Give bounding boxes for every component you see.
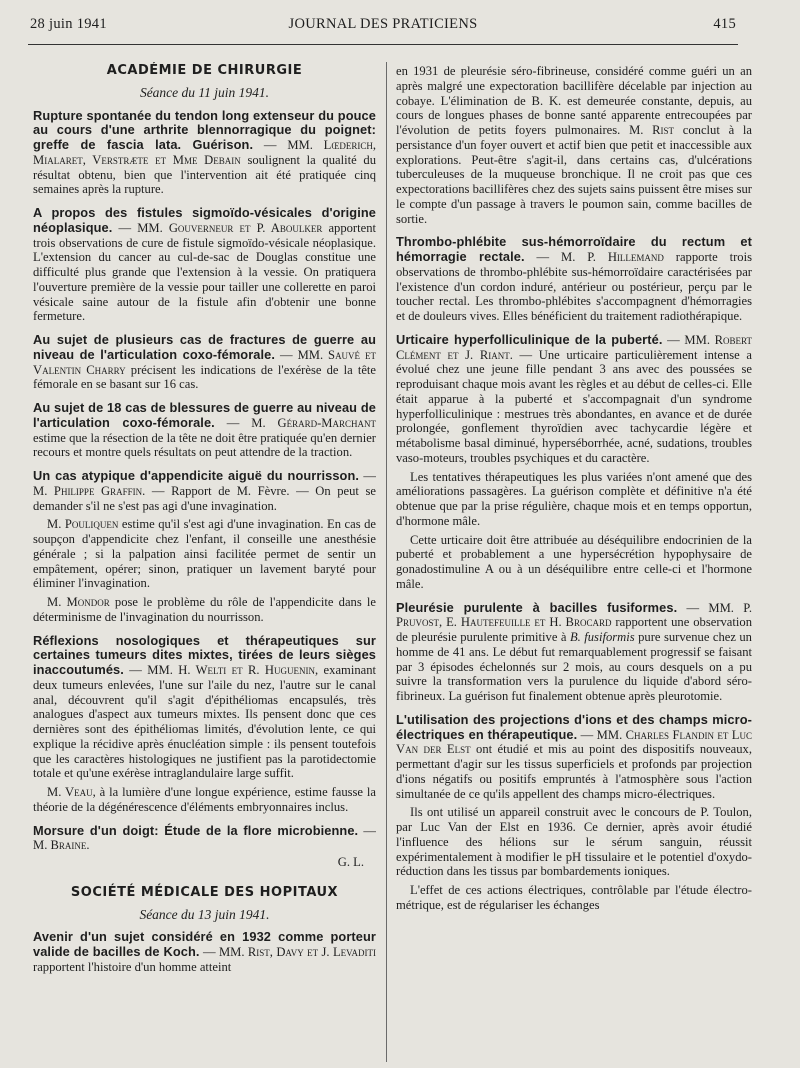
entry-fistules: A propos des fistules sigmoïdo-vésicales d'origine néoplasique. — MM. Gouverneur et P. Aboulker apportent trois observations de cure de fistule sigmoïdo-vésicale néoplasique. L'extension du cancer au cul-de-sac de Douglas constitue une difficulté plus grande que l'extension à la vessie. On pratiquera l'ouverture première de la vessie pour tailler une collerette en paroi vésicale saine autour de la fistule afin d'obtenir une bonne fermeture. bbox=[33, 205, 376, 324]
entry-body: Une urticaire particulièrement intense a évolué chez une jeune fille pendant 3 ans avec des poussées se reproduisant chaque mois avant les règles et au début de celles-ci. Elle était apparue à la puberté et s'accompagnait d'un syndrome hyperfolliculinique : mestrues très abondantes, en avance et de durée prolongée, gonflement thyroïdien avec tachycardie légère et métabolisme basal diminué, hyperséborrhée, acné, sudations, troubles vaso-moteurs, troubles psychiques et du caractère. bbox=[396, 347, 752, 465]
left-column bbox=[33, 62, 376, 1062]
italic-species: B. fusiformis bbox=[569, 630, 635, 644]
paragraph-utilisation-2: Ils ont utilisé un appareil construit avec le concours de P. Toulon, par Luc Van der Elst en 1936. Ce dernier, après avoir étudié l'influence des hélions sur le sérum sanguin, réussit expérimentalement à modifier le pH tissulaire et le potentiel d'oxydo-réduction dans les tissus par bombardements ioniques. bbox=[396, 805, 752, 879]
entry-reflexions: Réflexions nosologiques et thérapeutiques sur certaines tumeurs dites mixtes, tirées de leurs sièges inaccoutumés. — MM. H. Welti et R. Huguenin, examinant deux tumeurs enlevées, l'une sur l'aile du nez, l'autre sur le canal anal, découvrent qu'il s'agit d'épithéliomas encapsulés, très analogues d'aspect aux tumeurs mixtes. Ils pensent donc que ces dernières sont des épithéliomas limités, d'évolution lente, ce qui explique la récidive après énucléation simple : ils pensent toutefois que les caractères histologiques ne justifient pas la parotidectomie totale et qu'une exérèse intraglandulaire large suffit. bbox=[33, 632, 376, 781]
entry-morsure: Morsure d'un doigt: Étude de la flore microbienne. — M. Braine. bbox=[33, 822, 376, 853]
entry-authors: MM. Rist, Davy et J. Levaditi bbox=[218, 945, 376, 959]
entry-title: Thrombo-phlébite sus-hémorroïdaire du rectum et hémorragie rectale. bbox=[396, 234, 752, 264]
paragraph-continuation bbox=[396, 64, 752, 226]
entry-title: A propos des fistules sigmoïdo-vésicales d'origine néoplasique. bbox=[33, 205, 376, 235]
paragraph-body: pose le problème du rôle de l'appendicite dans le déterminisme de l'invagination du nourrisson. bbox=[33, 595, 376, 624]
entry-appendicite: Un cas atypique d'appendicite aiguë du nourrisson. — M. Philippe Graffin. — Rapport de M. Fèvre. — On peut se demander s'il ne s'est pas agi d'une invagination. bbox=[33, 468, 376, 513]
entry-urticaire: Urticaire hyperfolliculinique de la puberté. — MM. Robert Clément et J. Riant. — Une urticaire particulièrement intense a évolué chez une jeune fille pendant 3 ans avec des poussées se reproduisant chaque mois avant les règles et au début de celles-ci. Elle était apparue à la puberté et s'accompagnait d'un syndrome hyperfolliculinique : mestrues très abondantes, en avance et de durée prolongée, gonflement thyroïdien avec tachycardie légère et métabolisme basal diminué, hyperséborrhée, acné, sudations, troubles vaso-moteurs, troubles psychiques et du caractère. bbox=[396, 331, 752, 465]
entry-body: ont étudié et mis au point des dispositifs nouveaux, permettant d'agir sur les tissus superficiels et profonds par projection d'ions négatifs ou positifs empruntés à l'atmosphère sous l'action simultanée de ce qu'ils appellent des champs micro-électriques. bbox=[396, 742, 752, 801]
entry-authors: MM. H. Welti et R. Huguenin bbox=[147, 663, 316, 677]
entry-authors: M. P. Hillemand bbox=[561, 250, 664, 264]
entry-body: précisent les indications de l'exérèse de la tête fémorale en se basant sur 16 cas. bbox=[33, 362, 376, 392]
entry-title: Avenir d'un sujet considéré en 1932 comme porteur valide de bacilles de Koch. bbox=[33, 929, 376, 959]
paragraph-veau bbox=[33, 785, 376, 815]
entry-utilisation: L'utilisation des projections d'ions et des champs micro-électriques en thérapeutique. — MM. Charles Flandin et Luc Van der Elst ont étudié et mis au point des dispositifs nouveaux, permettant d'agir sur les tissus superficiels et profonds par projection d'ions négatifs ou positifs empruntés à l'atmosphère sous l'action simultanée de ce qu'ils appellent des champs micro-électriques. bbox=[396, 711, 752, 801]
page-number: 415 bbox=[713, 16, 736, 32]
entry-authors: M. Gérard-Marchant bbox=[251, 415, 376, 430]
entry-body: rapportent l'histoire d'un homme atteint bbox=[33, 959, 232, 974]
column-divider bbox=[386, 62, 387, 1062]
entry-fractures: Au sujet de plusieurs cas de fractures de guerre au niveau de l'articulation coxo-fémorale. — MM. Sauvé et Valentin Charry précisent les indications de l'exérèse de la tête fémorale en se basant sur 16 cas. bbox=[33, 332, 376, 392]
signature: G. L. bbox=[337, 855, 364, 869]
entry-body: , examinant deux tumeurs enlevées, l'une sur l'aile du nez, l'autre sur le canal anal, découvrent qu'il s'agit d'épithéliomas encapsulés, très analogues d'aspect aux tumeurs mixtes. Ils pensent donc que ces dernières sont des épithéliomas limités, d'évolution lente, ce qui explique la récidive après énucléation simple : ils pensent toutefois que les caractères histologiques ne justifient pas la parotidectomie totale et qu'une exérèse intraglandulaire large suffit. bbox=[33, 663, 376, 781]
entry-thrombo: Thrombo-phlébite sus-hémorroïdaire du rectum et hémorragie rectale. — M. P. Hillemand rapporte trois observations de thrombo-phlébite sus-hémorroïdaire caractérisées par l'existence d'un cordon induré, antérieur ou postérieur, perçu par le toucher rectal. Les thrombo-phlébites s'accompagnent d'hémorragies et de douleurs vives. Elles bénéficient du traitement radiothérapique. bbox=[396, 234, 752, 323]
author-pouliquen: M. Pouliquen bbox=[47, 517, 119, 532]
paragraph-body: conclut à la persistance d'un foyer ouvert et actif bien que petit et inaccessible aux explorations. Peut-être s'agit-il, dans certains cas, d'ulcérations tuberculeuses de la muqueuse bronchique. Il ne croit pas que ces expectorations bacillifères chez des sujets sains puissent être mises sur le compte d'un passage à travers le poumon sain, comme bacilles de sortie. bbox=[396, 123, 752, 226]
entry-title: Rupture spontanée du tendon long extenseur du pouce au cours d'une arthrite blennorragique du poignet: greffe de fascia lata. Guérison. bbox=[33, 107, 376, 152]
entry-title: Réflexions nosologiques et thérapeutiques sur certaines tumeurs dites mixtes, tirées de leurs sièges inaccoutumés. bbox=[33, 632, 376, 677]
entry-authors: MM. Gouverneur et P. Aboulker bbox=[137, 220, 323, 235]
author-veau: M. Veau bbox=[47, 785, 93, 799]
entry-title: Au sujet de 18 cas de blessures de guerre au niveau de l'articulation coxo-fémorale. bbox=[33, 400, 376, 430]
entry-avenir: Avenir d'un sujet considéré en 1932 comme porteur valide de bacilles de Koch. — MM. Rist, Davy et J. Levaditi rapportent l'histoire d'un homme atteint bbox=[33, 929, 376, 974]
section-title-societe: SOCIÉTÉ MÉDICALE DES HOPITAUX bbox=[70, 884, 339, 900]
entry-body: apportent trois observations de cure de fistule sigmoïdo-vésicale néoplasique. L'extension du cancer au cul-de-sac de Douglas constitue une difficulté plus grande que l'extension à la vessie. On pratiquera l'ouverture première de la vessie pour tailler une collerette en paroi vésicale saine autour de la fistule afin d'obtenir une bonne fermeture. bbox=[33, 220, 376, 324]
paragraph-body: estime qu'il s'est agi d'une invagination. En cas de soupçon d'appendicite chez l'enfant, il conseille une anesthésie générale ; si la palpation ainsi facilitée permet de sentir un empâtement, opérer; sinon, pratiquer un lavement baryté pour éliminer l'invagination. bbox=[33, 517, 376, 591]
header-date: 28 juin 1941 bbox=[30, 16, 107, 32]
paragraph-utilisation-3: L'effet de ces actions électriques, contrôlable par l'étude électro-métrique, est de régulariser les échanges bbox=[396, 883, 752, 912]
entry-title: Au sujet de plusieurs cas de fractures de guerre au niveau de l'articulation coxo-fémorale. bbox=[33, 332, 376, 362]
entry-rupture: Rupture spontanée du tendon long extenseur du pouce au cours d'une arthrite blennorragique du poignet: greffe de fascia lata. Guérison. — MM. Lœderich, Mialaret, Verstræte et Mme Debain soulignent la qualité du résultat obtenu, bien que l'intervention ait été pratiquée cinq semaines après la rupture. bbox=[33, 107, 376, 197]
entry-title: L'utilisation des projections d'ions et des champs micro-électriques en thérapeutique. bbox=[396, 711, 752, 742]
paragraph-urticaire-2: Les tentatives thérapeutiques les plus variées n'ont amené que des améliorations passagères. La guérison complète et définitive n'a été obtenue que par la prise régulière, chaque mois et en temps opportun, d'hormone mâle. bbox=[396, 469, 752, 528]
section-title-academie: ACADÉMIE DE CHIRURGIE bbox=[106, 63, 303, 78]
entry-authors: MM. Sauvé et Valentin Charry bbox=[33, 347, 376, 377]
entry-authors: M. Braine. bbox=[33, 838, 90, 853]
author-mondor: M. Mondor bbox=[47, 595, 110, 609]
paragraph-body: en 1931 de pleurésie séro-fibrineuse, considéré comme guéri un an après malgré une expectoration bacillifère décelable par injection au cobaye. L'élimination de B. K. est demeurée constante, depuis, au cours de longues phases de bonne santé apparente entrecoupées par l'évolution de petits foyers pulmonaires. bbox=[396, 64, 752, 137]
header-rule bbox=[28, 44, 738, 45]
paragraph-mondor bbox=[33, 595, 376, 625]
entry-body: soulignent la qualité du résultat obtenu, bien que l'intervention ait été pratiquée cinq semaines après la rupture. bbox=[33, 152, 376, 197]
entry-blessures: Au sujet de 18 cas de blessures de guerre au niveau de l'articulation coxo-fémorale. — M. Gérard-Marchant estime que la résection de la tête ne doit être pratiquée qu'en dernier recours et montre quels résultats on peut attendre de la traction. bbox=[33, 400, 376, 460]
paragraph-pouliquen bbox=[33, 517, 376, 591]
seance-date-academie: Séance du 11 juin 1941. bbox=[139, 84, 270, 100]
page-header bbox=[30, 16, 736, 40]
journal-title: JOURNAL DES PRATICIENS bbox=[288, 16, 478, 32]
entry-body: Rapport de M. Fèvre. — On peut se demander s'il ne s'est pas agi d'une invagination. bbox=[33, 483, 376, 513]
entry-body: estime que la résection de la tête ne doit être pratiquée qu'en dernier recours et montre quels résultats on peut attendre de la traction. bbox=[33, 430, 376, 460]
entry-title: Morsure d'un doigt: Étude de la flore microbienne. bbox=[33, 822, 359, 838]
entry-title: Urticaire hyperfolliculinique de la puberté. bbox=[396, 331, 663, 347]
entry-body: pure survenue chez un homme de 41 ans. Le début fut remarquablement progressif se faisant par 3 épisodes échelonnés sur 2 mois, au cours desquels on a pu suivre la transformation vers la purulence du liquide d'abord séro-fibrineux. La guérison fut finalement obtenue après pleurotomie. bbox=[396, 630, 752, 703]
seance-date-societe: Séance du 13 juin 1941. bbox=[139, 906, 270, 922]
entry-authors: MM. P. Pruvost, E. Hautefeuille et H. Brocard bbox=[396, 600, 752, 630]
entry-body: rapporte trois observations de thrombo-phlébite sus-hémorroïdaire caractérisées par l'existence d'un cordon induré, antérieur ou postérieur, perçu par le toucher rectal. Les thrombo-phlébites s'accompagnent d'hémorragies et de douleurs vives. Elles bénéficient du traitement radiothérapique. bbox=[396, 250, 752, 323]
entry-body: rapportent une observation de pleurésie purulente primitive à bbox=[396, 615, 752, 644]
entry-authors: MM. Lœderich, Mialaret, Verstræte et Mme Debain bbox=[33, 138, 376, 167]
entry-authors: M. Philippe Graffin bbox=[33, 483, 143, 498]
entry-authors: MM. Robert Clément et J. Riant bbox=[396, 332, 752, 362]
entry-title: Un cas atypique d'appendicite aiguë du nourrisson. bbox=[33, 468, 360, 483]
right-column bbox=[396, 64, 752, 1064]
entry-authors: MM. Charles Flandin et Luc Van der Elst bbox=[396, 727, 752, 757]
paragraph-body: , à la lumière d'une longue expérience, estime fausse la théorie de la dégénérescence d'éléments embryonnaires inclus. bbox=[33, 785, 376, 814]
entry-title: Pleurésie purulente à bacilles fusiformes. bbox=[396, 599, 678, 615]
entry-pleuresie: Pleurésie purulente à bacilles fusiformes. — MM. P. Pruvost, E. Hautefeuille et H. Brocard rapportent une observation de pleurésie purulente primitive à B. fusiformis pure survenue chez un homme de 41 ans. Le début fut remarquablement progressif se faisant par 3 épisodes échelonnés sur 2 mois, au cours desquels on a pu suivre la transformation vers la purulence du liquide d'abord séro-fibrineux. La guérison fut finalement obtenue après pleurotomie. bbox=[396, 599, 752, 703]
paragraph-urticaire-3: Cette urticaire doit être attribuée au déséquilibre endocrinien de la puberté et probablement a une hypersécrétion hypophysaire de gonadostimuline A ou à un déséquilibre entre celle-ci et l'hormone mâle. bbox=[396, 532, 752, 591]
author-rist: M. Rist bbox=[629, 123, 675, 137]
